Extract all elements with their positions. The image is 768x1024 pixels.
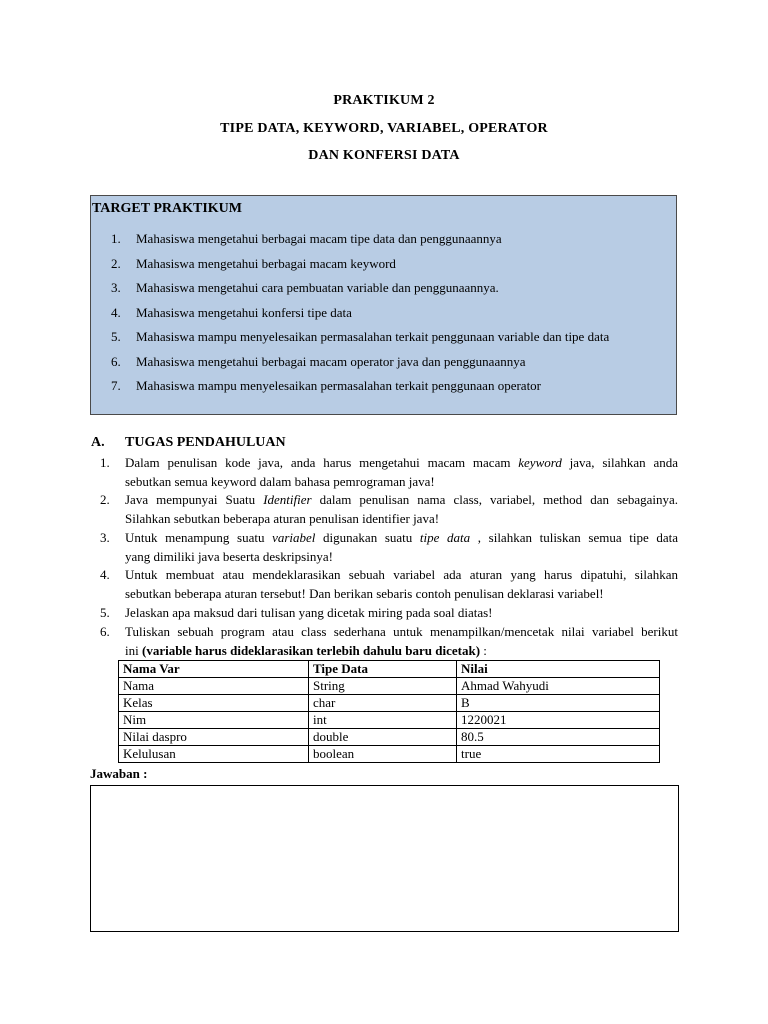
table-row — [119, 678, 660, 695]
question-number: 6. — [100, 624, 110, 639]
table-row — [119, 712, 660, 729]
table-row — [119, 729, 660, 746]
cell-nilai: 80.5 — [457, 729, 660, 746]
question-number: 1. — [100, 455, 110, 470]
cell-nama-var: Nama — [119, 678, 309, 695]
table-row — [119, 746, 660, 763]
question-text: Tuliskan sebuah program atau class sederhana untuk menampilkan/mencetak nilai variabel berikut ini (variable harus dideklarasikan terlebih dahulu baru dicetak) : — [125, 624, 678, 658]
cell-tipe-data: boolean — [309, 746, 457, 763]
question-number: 3. — [100, 530, 110, 545]
header-nilai: Nilai — [457, 661, 660, 678]
item-number: 5. — [111, 329, 121, 344]
cell-nama-var: Kelulusan — [119, 746, 309, 763]
cell-nama-var: Nilai daspro — [119, 729, 309, 746]
item-text: Mahasiswa mengetahui konfersi tipe data — [136, 304, 352, 320]
question-text: Dalam penulisan kode java, anda harus mengetahui macam macam keyword java, silahkan anda sebutkan semua keyword dalam bahasa pemrograman java! — [125, 455, 678, 489]
item-text: Mahasiswa mengetahui berbagai macam tipe data dan penggunaannya — [136, 231, 502, 246]
cell-tipe-data: String — [309, 678, 457, 695]
item-text: Mahasiswa mampu menyelesaikan permasalahan terkait penggunaan variable dan tipe data — [136, 329, 610, 344]
item-text: Mahasiswa mengetahui cara pembuatan variable dan penggunaannya. — [136, 280, 499, 295]
target-praktikum-box — [90, 195, 677, 415]
section-letter: A. — [91, 435, 105, 450]
item-number: 4. — [111, 304, 121, 320]
item-text: Mahasiswa mampu menyelesaikan permasalahan terkait penggunaan operator — [136, 378, 542, 393]
item-number: 2. — [111, 255, 121, 271]
table-header-row — [119, 661, 660, 678]
title-topic-line1: TIPE DATA, KEYWORD, VARIABEL, OPERATOR — [220, 121, 548, 136]
cell-nilai: Ahmad Wahyudi — [457, 678, 660, 695]
jawaban-label: Jawaban : — [90, 766, 148, 781]
answer-box[interactable] — [90, 785, 679, 932]
header-tipe-data: Tipe Data — [309, 661, 457, 678]
item-number: 7. — [111, 378, 121, 393]
item-text: Mahasiswa mengetahui berbagai macam operator java dan penggunaannya — [136, 353, 526, 369]
cell-nama-var: Kelas — [119, 695, 309, 712]
item-number: 6. — [111, 353, 121, 369]
cell-nilai: true — [457, 746, 660, 763]
title-praktikum: PRAKTIKUM 2 — [333, 93, 435, 108]
question-number: 2. — [100, 492, 110, 507]
cell-tipe-data: char — [309, 695, 457, 712]
variables-table — [118, 660, 660, 763]
item-text: Mahasiswa mengetahui berbagai macam keyword — [136, 255, 396, 271]
target-title: TARGET PRAKTIKUM — [92, 201, 242, 216]
question-number: 4. — [100, 567, 110, 582]
cell-tipe-data: int — [309, 712, 457, 729]
question-text: Untuk membuat atau mendeklarasikan sebuah variabel ada aturan yang harus dipatuhi, silahkan sebutkan beberapa aturan tersebut! Dan berikan sebaris contoh penulisan deklarasi variabel! — [125, 567, 678, 601]
question-number: 5. — [100, 605, 110, 620]
header-nama-var: Nama Var — [119, 661, 309, 678]
cell-nilai: B — [457, 695, 660, 712]
cell-nama-var: Nim — [119, 712, 309, 729]
table-row — [119, 695, 660, 712]
item-number: 1. — [111, 231, 121, 246]
title-topic-line2: DAN KONFERSI DATA — [308, 148, 460, 163]
cell-nilai: 1220021 — [457, 712, 660, 729]
question-text: Java mempunyai Suatu Identifier dalam penulisan nama class, variabel, method dan sebagainya. Silahkan sebutkan beberapa aturan penulisan identifier java! — [125, 492, 679, 526]
question-text: Jelaskan apa maksud dari tulisan yang dicetak miring pada soal diatas! — [125, 605, 493, 620]
cell-tipe-data: double — [309, 729, 457, 746]
item-number: 3. — [111, 280, 121, 295]
question-text: Untuk menampung suatu variabel digunakan suatu tipe data , silahkan tuliskan semua tipe data yang dimiliki java beserta deskripsinya! — [125, 530, 678, 564]
section-title: TUGAS PENDAHULUAN — [125, 435, 286, 450]
